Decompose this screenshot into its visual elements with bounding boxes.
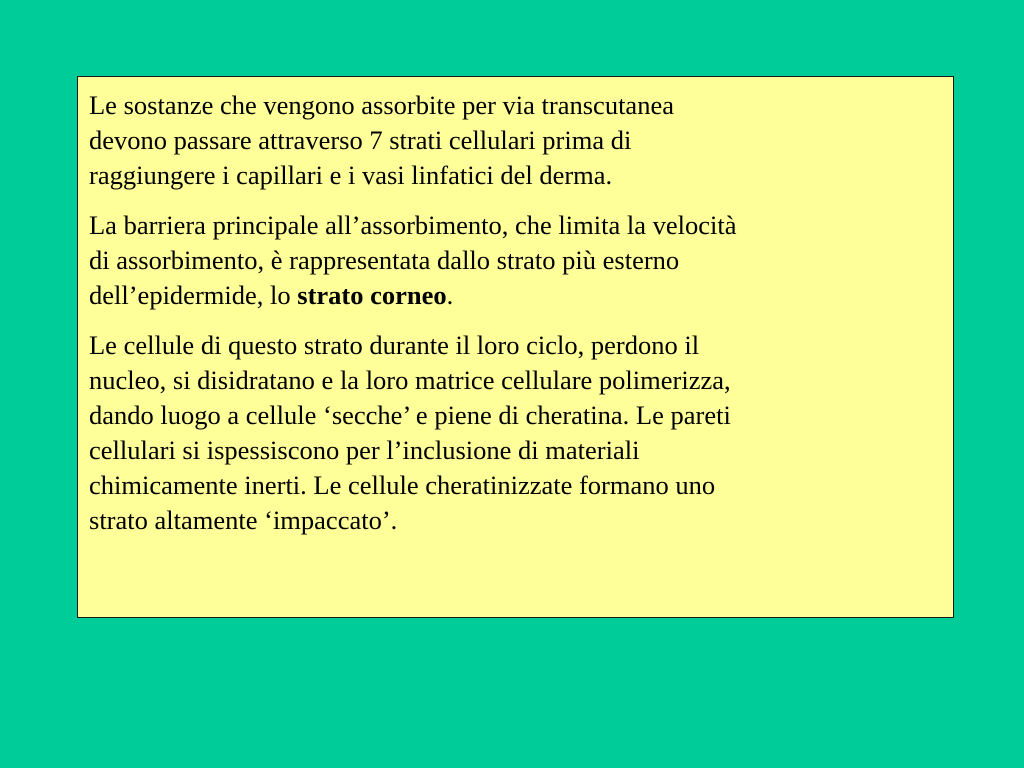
paragraph-cell-description: Le cellule di questo strato durante il loro ciclo, perdono il nucleo, si disidratano e la loro matrice cellulare polimerizza, dando luogo a cellule ‘secche’ e piene di cheratina. Le pareti cellulari si ispessiscono per l’inclusione di materiali chimicamente inerti. Le cellule cheratinizzate formano uno strato altamente ‘impaccato’. (89, 330, 731, 535)
paragraph-main-barrier-end: . (446, 280, 454, 310)
paragraph-main-barrier (89, 208, 939, 313)
slide-text-box (77, 76, 954, 618)
paragraph-main-barrier-text: La barriera principale all’assorbimento, che limita la velocità di assorbimento, è rappresentata dallo strato più esterno dell’epidermide, lo (89, 210, 737, 310)
term-strato-corneo: strato corneo (297, 280, 447, 310)
paragraph-absorption-layers: Le sostanze che vengono assorbite per via transcutanea devono passare attraverso 7 strati cellulari prima di raggiungere i capillari e i vasi linfatici del derma. (89, 90, 674, 190)
